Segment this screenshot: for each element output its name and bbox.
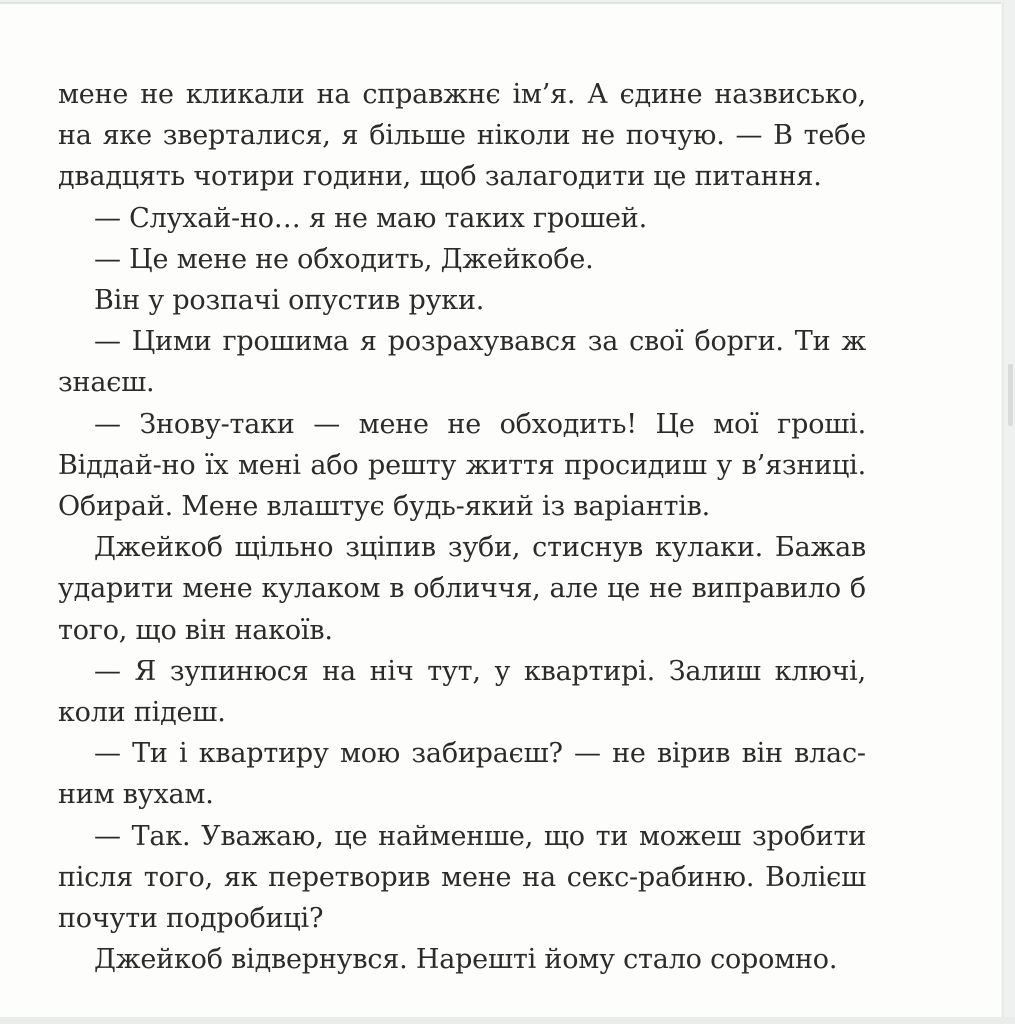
page-bottom-edge [0,1017,1015,1024]
scrollbar-thumb[interactable] [1008,364,1013,426]
paragraph: — Слухай-но… я не маю таких грошей. [94,202,647,234]
paragraph: Джейкоб відвернувся. Нарешті йому стало соромно. [94,944,838,976]
page-top-rule [0,2,1004,4]
paragraph: мене не кликали на справжнє ім’я. А єдине назвисько, на яке зверталися, я більше ніколи не почую. — В тебе двадцять чотири години, щоб залагодити це питання. [58,79,866,193]
paragraph: — Цими грошима я розрахувався за свої борги. Ти ж знаєш. [58,326,866,399]
paragraph: — Так. Уважаю, це найменше, що ти можеш зробити після того, як перетворив мене на секс-рабиню. Волієш почути подробиці? [58,820,866,935]
paragraph: Він у розпачі опустив руки. [94,285,485,317]
paragraph: — Це мене не обходить, Джейкобе. [94,243,594,275]
page-edge-shadow [1001,2,1004,1017]
paragraph: — Знову-таки — мене не обходить! Це мої гроші. Віддай-но їх мені або решту життя просидиш у в’язниці. Обирай. Мене влаштує будь-який із варіантів. [58,408,866,523]
page-text-column [58,74,866,980]
paragraph: Джейкоб щільно зціпив зуби, стиснув кулаки. Бажав ударити мене кулаком в обличчя, але це не виправило б того, що він накоїв. [58,532,866,646]
book-page [0,2,1004,1017]
paragraph: — Ти і квартиру мою забираєш? — не вірив він власним вухам. [58,738,866,811]
paragraph: — Я зупинюся на ніч тут, у квартирі. Залиш ключі, коли підеш. [58,655,866,729]
